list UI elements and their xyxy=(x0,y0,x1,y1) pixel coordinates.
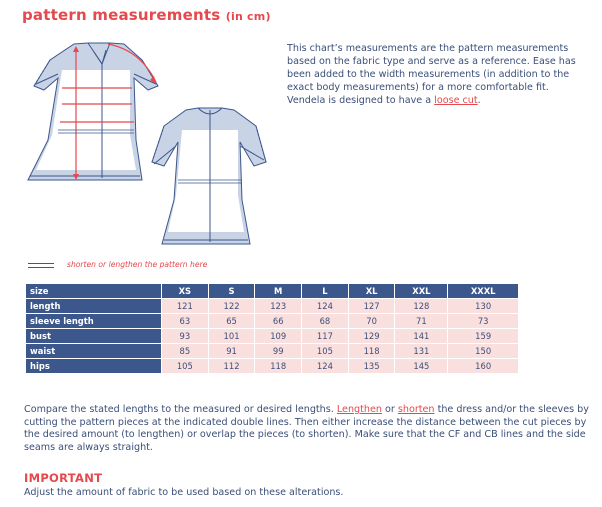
table-cell: 135 xyxy=(349,358,396,373)
table-row xyxy=(26,298,519,313)
table-cell: 129 xyxy=(349,328,396,343)
loose-cut-link[interactable]: loose cut xyxy=(434,95,478,106)
table-cell: 93 xyxy=(162,328,209,343)
table-cell: 123 xyxy=(255,298,302,313)
row-label: length xyxy=(26,298,162,313)
row-label: bust xyxy=(26,328,162,343)
page-title xyxy=(22,6,271,24)
table-cell: 128 xyxy=(395,298,448,313)
page-title-main: pattern measurements xyxy=(22,6,221,24)
table-cell: 65 xyxy=(209,313,256,328)
table-cell: 124 xyxy=(302,358,349,373)
table-cell: 141 xyxy=(395,328,448,343)
size-table xyxy=(26,284,519,373)
legend-text: shorten or lengthen the pattern here xyxy=(67,260,208,269)
row-label: hips xyxy=(26,358,162,373)
table-cell: 66 xyxy=(255,313,302,328)
table-cell: 150 xyxy=(448,343,519,358)
intro-text: This chart’s measurements are the pattern measurements based on the fabric type and serve as a reference. Ease has been added to the width measurements (in addition to the exact body measurements) for a more comfortable fit. Vendela is designed to have a xyxy=(287,43,576,106)
legend xyxy=(28,259,328,275)
header-cell: S xyxy=(209,284,256,298)
table-cell: 159 xyxy=(448,328,519,343)
table-cell: 70 xyxy=(349,313,396,328)
table-cell: 131 xyxy=(395,343,448,358)
table-cell: 91 xyxy=(209,343,256,358)
table-cell: 130 xyxy=(448,298,519,313)
row-label: waist xyxy=(26,343,162,358)
table-cell: 105 xyxy=(302,343,349,358)
table-cell: 73 xyxy=(448,313,519,328)
note-text: the dress and/or the sleeves by cutting the pattern pieces at the indicated double lines. Then either increase the distance between the cut pieces by the desired amount (to lengthen) or overlap the pieces (to shorten). Make sure that the CF and CB lines and the side seams are always straight. xyxy=(24,404,589,453)
table-cell: 121 xyxy=(162,298,209,313)
important-text: Adjust the amount of fabric to be used based on these alterations. xyxy=(24,487,344,498)
table-cell: 105 xyxy=(162,358,209,373)
table-cell: 118 xyxy=(255,358,302,373)
table-cell: 101 xyxy=(209,328,256,343)
table-cell: 71 xyxy=(395,313,448,328)
double-line-icon xyxy=(28,262,54,270)
table-header-row xyxy=(26,284,519,298)
shorten-link[interactable]: shorten xyxy=(397,404,435,415)
garment-illustration xyxy=(18,30,268,252)
important-heading: IMPORTANT xyxy=(24,471,103,485)
lengthen-link[interactable]: Lengthen xyxy=(336,404,382,415)
intro-end: . xyxy=(477,95,481,106)
header-cell: size xyxy=(26,284,162,298)
header-cell: L xyxy=(302,284,349,298)
table-cell: 122 xyxy=(209,298,256,313)
header-cell: M xyxy=(255,284,302,298)
table-cell: 127 xyxy=(349,298,396,313)
table-row xyxy=(26,343,519,358)
table-cell: 63 xyxy=(162,313,209,328)
table-row xyxy=(26,358,519,373)
page-title-unit: (in cm) xyxy=(225,10,271,23)
table-cell: 160 xyxy=(448,358,519,373)
table-cell: 99 xyxy=(255,343,302,358)
intro-paragraph xyxy=(287,42,587,107)
table-cell: 145 xyxy=(395,358,448,373)
table-cell: 124 xyxy=(302,298,349,313)
table-cell: 118 xyxy=(349,343,396,358)
table-cell: 109 xyxy=(255,328,302,343)
row-label: sleeve length xyxy=(26,313,162,328)
table-row xyxy=(26,328,519,343)
alteration-note xyxy=(24,404,592,454)
header-cell: XL xyxy=(349,284,396,298)
note-text: or xyxy=(381,404,398,415)
header-cell: XXXL xyxy=(448,284,519,298)
table-cell: 117 xyxy=(302,328,349,343)
table-cell: 68 xyxy=(302,313,349,328)
header-cell: XXL xyxy=(395,284,448,298)
note-text: Compare the stated lengths to the measured or desired lengths. xyxy=(24,404,337,415)
header-cell: XS xyxy=(162,284,209,298)
table-row xyxy=(26,313,519,328)
table-cell: 85 xyxy=(162,343,209,358)
table-cell: 112 xyxy=(209,358,256,373)
